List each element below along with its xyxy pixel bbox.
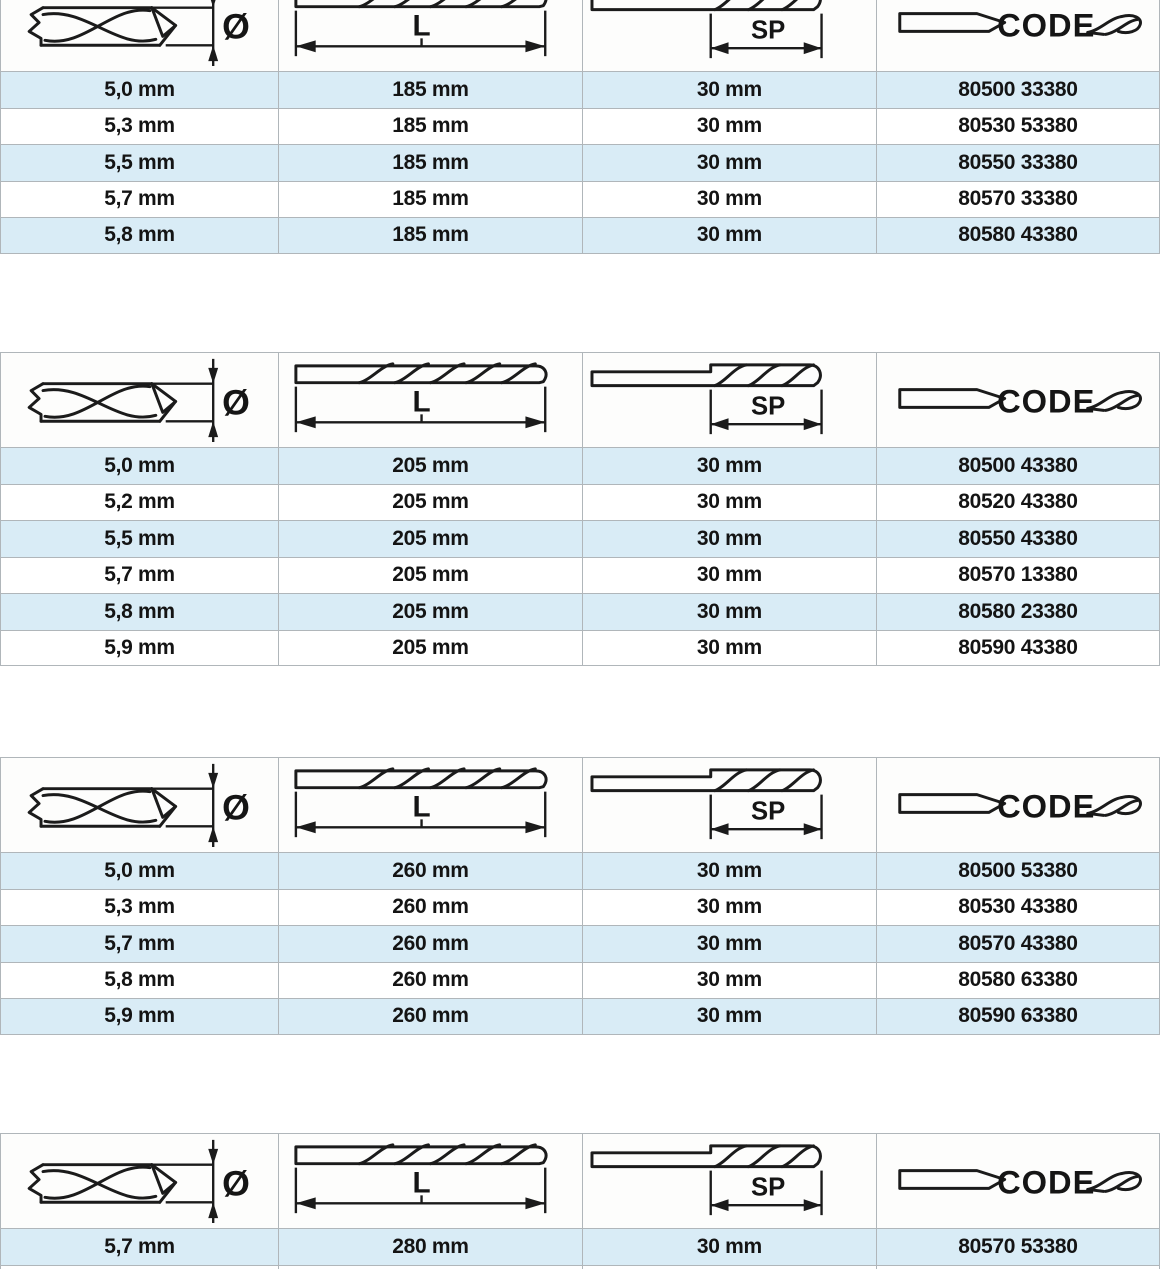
cell-code — [877, 1266, 1160, 1269]
cell-code: 80570 13380 — [877, 558, 1160, 594]
header-spiral — [583, 0, 877, 71]
table-body — [0, 447, 1160, 666]
drill-length-icon — [279, 0, 582, 71]
cell-code: 80580 63380 — [877, 963, 1160, 999]
length-label: L — [412, 9, 431, 43]
table-row — [0, 998, 1160, 1035]
cell-spiral: 30 mm — [583, 485, 877, 521]
code-label: CODE — [997, 787, 1096, 825]
table-row — [0, 71, 1160, 108]
table-row-partial — [0, 1265, 1160, 1269]
cell-diameter: 5,0 mm — [0, 448, 279, 484]
table-header — [0, 0, 1160, 71]
cell-spiral — [583, 1266, 877, 1269]
diameter-symbol: Ø — [222, 6, 250, 47]
cell-spiral: 30 mm — [583, 182, 877, 218]
table-row — [0, 484, 1160, 521]
cell-diameter — [0, 1266, 279, 1269]
cell-code: 80570 43380 — [877, 926, 1160, 962]
cell-diameter: 5,5 mm — [0, 521, 279, 557]
diameter-symbol: Ø — [222, 382, 250, 423]
table-row — [0, 889, 1160, 926]
cell-code: 80500 43380 — [877, 448, 1160, 484]
header-spiral — [583, 758, 877, 852]
table-row — [0, 593, 1160, 630]
table-row — [0, 217, 1160, 254]
drill-spiral-icon — [583, 0, 876, 71]
header-spiral — [583, 1134, 877, 1228]
table-row — [0, 852, 1160, 889]
cell-diameter: 5,3 mm — [0, 109, 279, 145]
cell-length: 185 mm — [279, 109, 583, 145]
cell-spiral: 30 mm — [583, 72, 877, 108]
cell-length — [279, 1266, 583, 1269]
cell-diameter: 5,2 mm — [0, 485, 279, 521]
length-label: L — [412, 385, 431, 419]
cell-code: 80500 53380 — [877, 853, 1160, 889]
cell-diameter: 5,9 mm — [0, 631, 279, 666]
table-body — [0, 71, 1160, 254]
drill-length-icon — [279, 758, 582, 852]
cell-spiral: 30 mm — [583, 926, 877, 962]
header-code — [877, 353, 1160, 447]
cell-diameter: 5,0 mm — [0, 72, 279, 108]
header-length — [279, 353, 583, 447]
drill-table-section-280 — [0, 1133, 1160, 1269]
cell-length: 260 mm — [279, 890, 583, 926]
table-row — [0, 520, 1160, 557]
cell-diameter: 5,8 mm — [0, 594, 279, 630]
cell-diameter: 5,7 mm — [0, 558, 279, 594]
cell-length: 205 mm — [279, 448, 583, 484]
spiral-label: SP — [750, 797, 786, 826]
header-length — [279, 0, 583, 71]
cell-code: 80570 53380 — [877, 1229, 1160, 1265]
drill-length-icon — [279, 1134, 582, 1228]
drill-table-section-260 — [0, 757, 1160, 1035]
drill-spiral-icon — [583, 758, 876, 852]
header-diameter — [0, 0, 279, 71]
cell-length: 280 mm — [279, 1229, 583, 1265]
cell-code: 80570 33380 — [877, 182, 1160, 218]
cell-length: 185 mm — [279, 182, 583, 218]
spiral-label: SP — [750, 1173, 786, 1202]
code-label: CODE — [997, 6, 1096, 44]
cell-spiral: 30 mm — [583, 890, 877, 926]
cell-code: 80550 33380 — [877, 145, 1160, 181]
cell-spiral: 30 mm — [583, 853, 877, 889]
cell-length: 185 mm — [279, 145, 583, 181]
header-code — [877, 0, 1160, 71]
drill-table-section-185 — [0, 0, 1160, 254]
cell-diameter: 5,7 mm — [0, 1229, 279, 1265]
length-label: L — [412, 1166, 431, 1200]
drill-length-icon — [279, 353, 582, 447]
diameter-symbol: Ø — [222, 787, 250, 828]
length-label: L — [412, 790, 431, 824]
cell-code: 80500 33380 — [877, 72, 1160, 108]
cell-spiral: 30 mm — [583, 448, 877, 484]
drill-table-section-205 — [0, 352, 1160, 666]
header-spiral — [583, 353, 877, 447]
cell-code: 80530 53380 — [877, 109, 1160, 145]
table-header — [0, 757, 1160, 852]
header-length — [279, 758, 583, 852]
drill-code-icon — [877, 0, 1159, 71]
cell-spiral: 30 mm — [583, 1229, 877, 1265]
cell-length: 205 mm — [279, 594, 583, 630]
cell-diameter: 5,5 mm — [0, 145, 279, 181]
table-row — [0, 630, 1160, 667]
cell-length: 260 mm — [279, 926, 583, 962]
header-code — [877, 758, 1160, 852]
cell-code: 80590 43380 — [877, 631, 1160, 666]
cell-spiral: 30 mm — [583, 109, 877, 145]
cell-length: 260 mm — [279, 999, 583, 1034]
table-row — [0, 557, 1160, 594]
cell-diameter: 5,7 mm — [0, 926, 279, 962]
table-row — [0, 108, 1160, 145]
cell-diameter: 5,3 mm — [0, 890, 279, 926]
code-label: CODE — [997, 1163, 1096, 1201]
table-row — [0, 144, 1160, 181]
cell-spiral: 30 mm — [583, 521, 877, 557]
cell-length: 205 mm — [279, 521, 583, 557]
cell-length: 205 mm — [279, 485, 583, 521]
header-diameter — [0, 1134, 279, 1228]
cell-length: 205 mm — [279, 631, 583, 666]
table-body — [0, 852, 1160, 1035]
cell-spiral: 30 mm — [583, 963, 877, 999]
drill-diameter-icon — [1, 758, 278, 852]
table-row — [0, 925, 1160, 962]
table-row — [0, 1228, 1160, 1265]
cell-spiral: 30 mm — [583, 631, 877, 666]
cell-diameter: 5,0 mm — [0, 853, 279, 889]
cell-length: 260 mm — [279, 963, 583, 999]
cell-length: 260 mm — [279, 853, 583, 889]
drill-spiral-icon — [583, 353, 876, 447]
header-length — [279, 1134, 583, 1228]
cell-spiral: 30 mm — [583, 218, 877, 253]
cell-code: 80580 43380 — [877, 218, 1160, 253]
drill-diameter-icon — [1, 1134, 278, 1228]
cell-code: 80590 63380 — [877, 999, 1160, 1034]
table-row — [0, 447, 1160, 484]
cell-spiral: 30 mm — [583, 558, 877, 594]
cell-length: 185 mm — [279, 218, 583, 253]
cell-diameter: 5,7 mm — [0, 182, 279, 218]
cell-diameter: 5,8 mm — [0, 963, 279, 999]
cell-length: 205 mm — [279, 558, 583, 594]
header-diameter — [0, 353, 279, 447]
drill-code-icon — [877, 1134, 1159, 1228]
header-code — [877, 1134, 1160, 1228]
cell-code: 80550 43380 — [877, 521, 1160, 557]
drill-code-icon — [877, 353, 1159, 447]
cell-spiral: 30 mm — [583, 594, 877, 630]
table-row — [0, 181, 1160, 218]
drill-spiral-icon — [583, 1134, 876, 1228]
drill-code-icon — [877, 758, 1159, 852]
table-body — [0, 1228, 1160, 1269]
cell-spiral: 30 mm — [583, 145, 877, 181]
cell-code: 80580 23380 — [877, 594, 1160, 630]
cell-code: 80520 43380 — [877, 485, 1160, 521]
spiral-label: SP — [750, 16, 786, 45]
table-header — [0, 352, 1160, 447]
spiral-label: SP — [750, 392, 786, 421]
cell-diameter: 5,9 mm — [0, 999, 279, 1034]
drill-diameter-icon — [1, 0, 278, 71]
cell-spiral: 30 mm — [583, 999, 877, 1034]
header-diameter — [0, 758, 279, 852]
cell-length: 185 mm — [279, 72, 583, 108]
table-header — [0, 1133, 1160, 1228]
diameter-symbol: Ø — [222, 1163, 250, 1204]
code-label: CODE — [997, 382, 1096, 420]
cell-code: 80530 43380 — [877, 890, 1160, 926]
table-row — [0, 962, 1160, 999]
cell-diameter: 5,8 mm — [0, 218, 279, 253]
drill-diameter-icon — [1, 353, 278, 447]
